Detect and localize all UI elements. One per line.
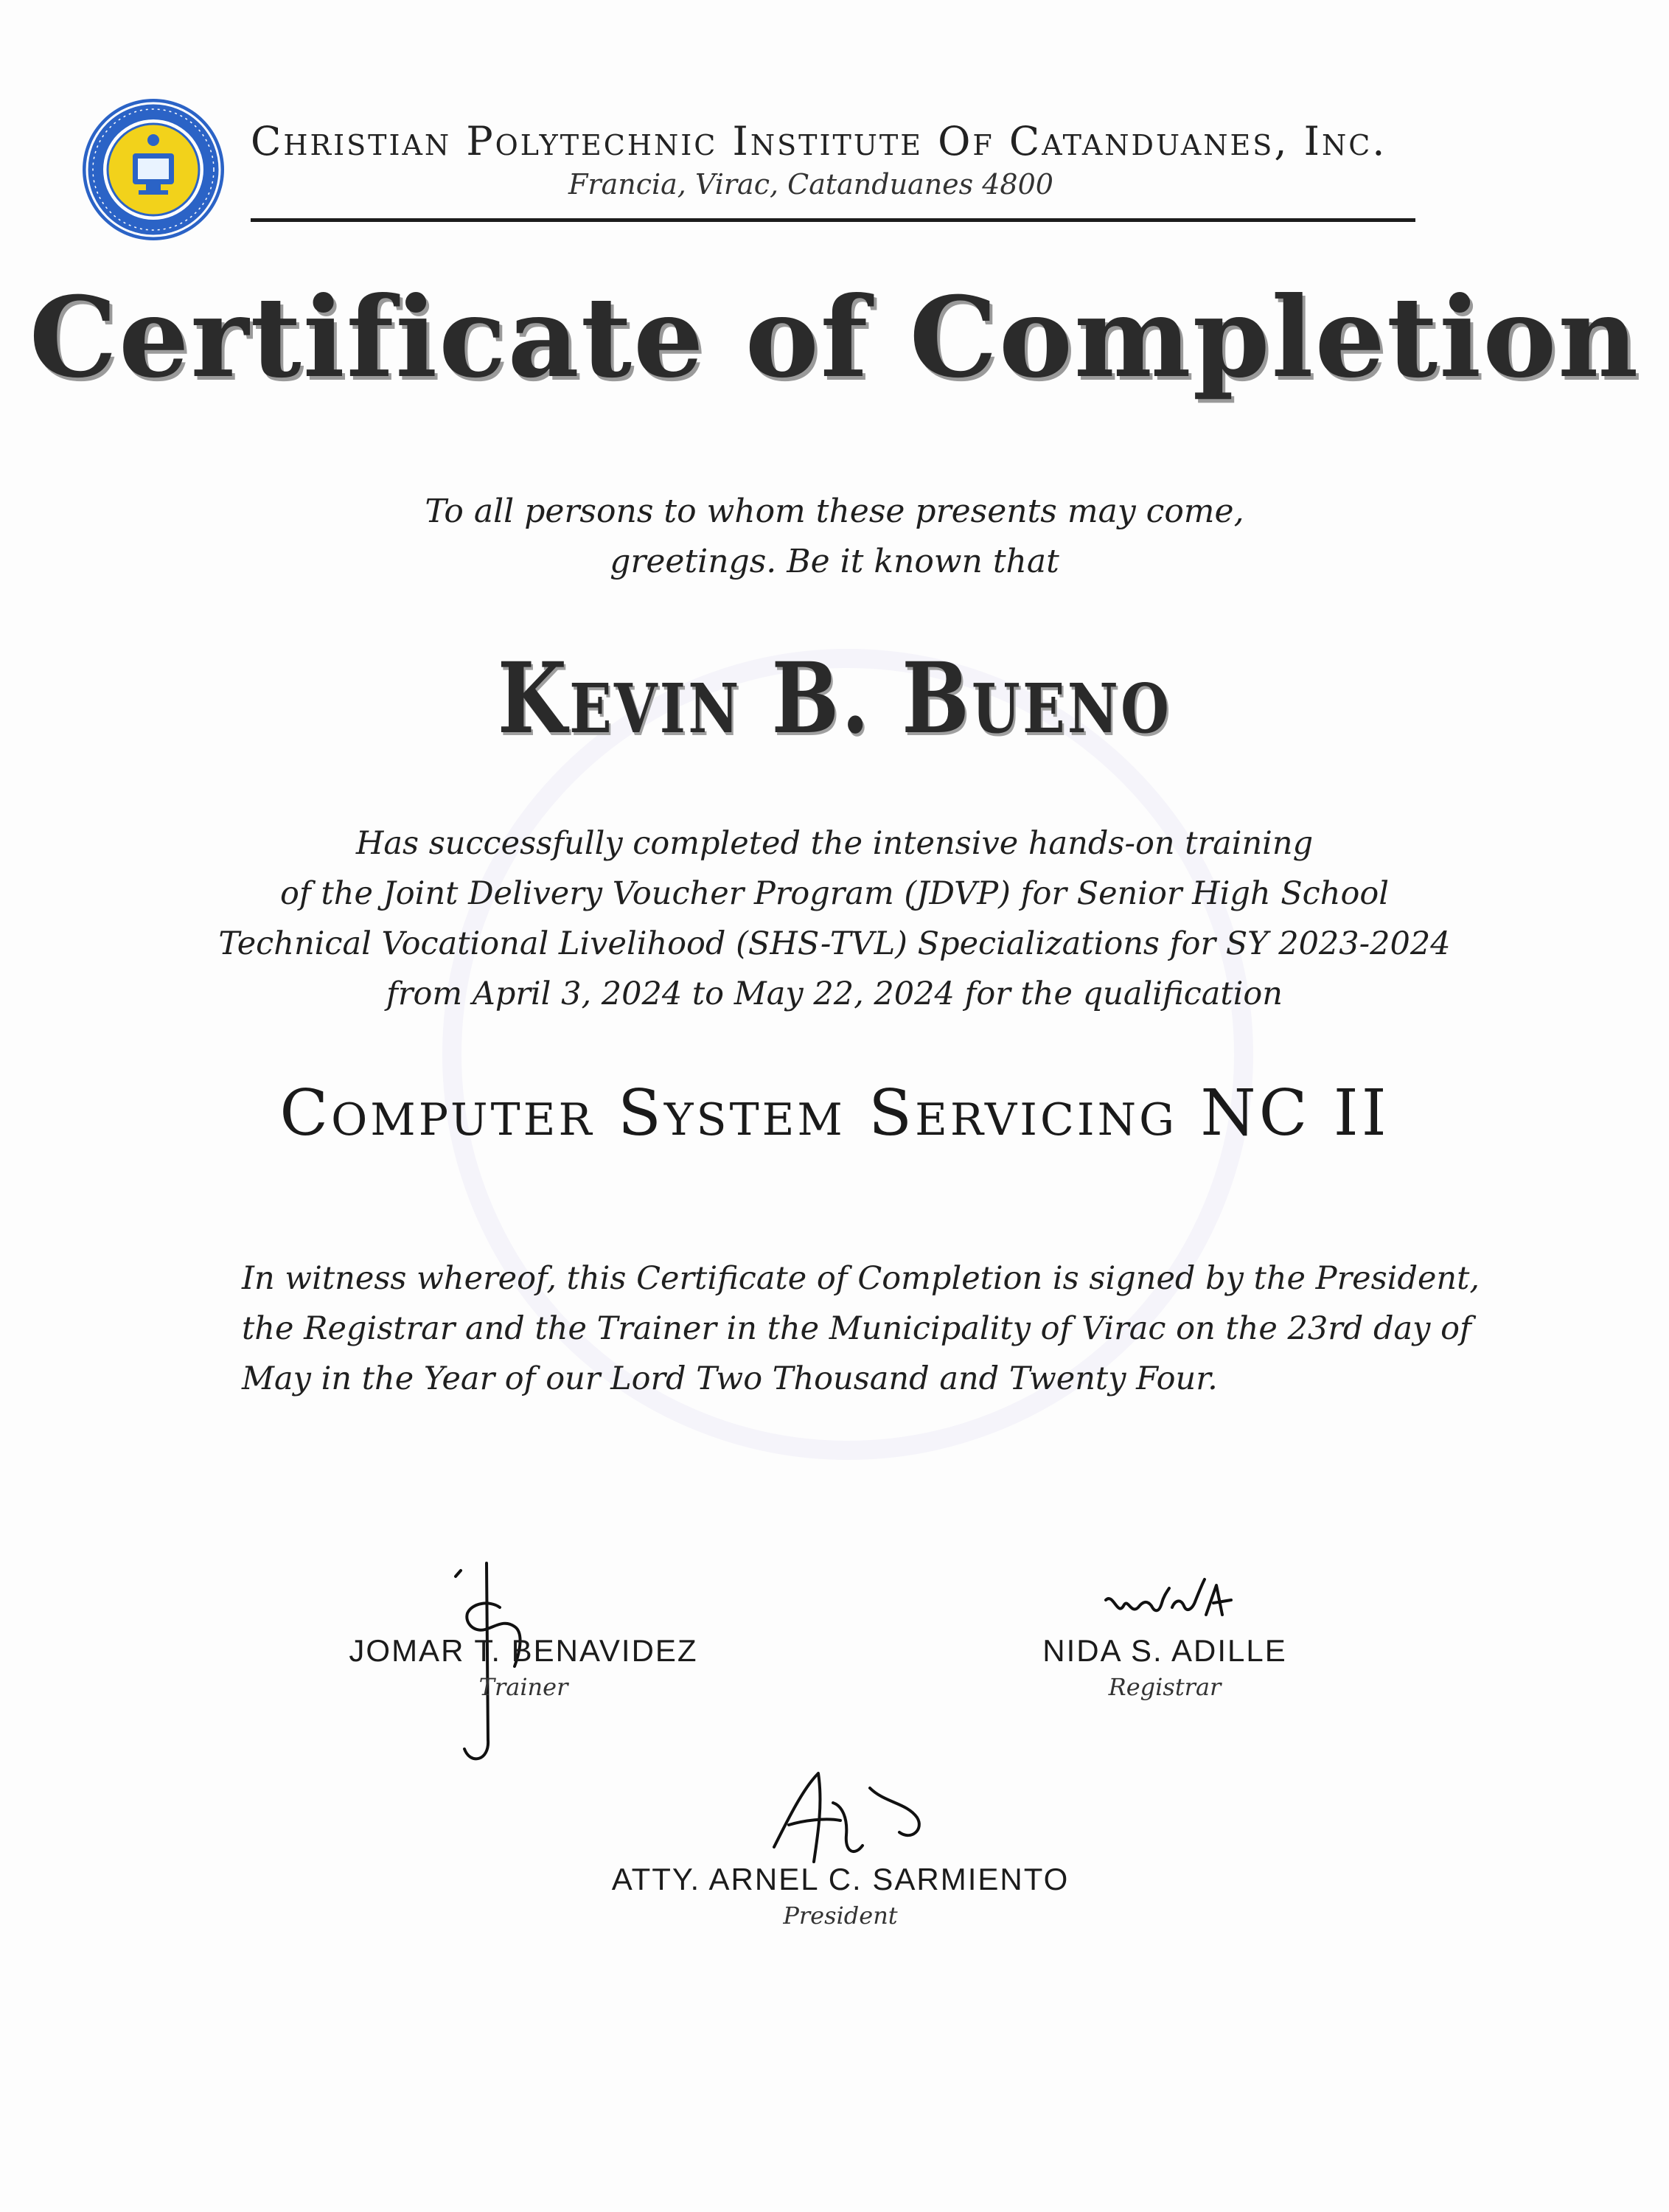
recipient-name: Kevin B. Bueno (497, 641, 1172, 756)
greeting-line: To all persons to whom these presents may come, (425, 493, 1244, 530)
signatory-trainer (317, 1633, 730, 1701)
witness-line: May in the Year of our Lord Two Thousand and Twenty Four. (242, 1360, 1218, 1397)
certificate-title: Certificate of Completion (29, 273, 1640, 403)
signatory-role: President (783, 1902, 898, 1930)
signatory-president (575, 1862, 1106, 1930)
witness-line: In witness whereof, this Certificate of Completion is signed by the President, (242, 1260, 1480, 1297)
institution-seal-icon (80, 96, 227, 243)
greeting-line: greetings. Be it known that (610, 543, 1059, 580)
institution-name: Christian Polytechnic Institute Of Catanduanes, Inc. (251, 118, 1387, 164)
signatory-name: NIDA S. ADILLE (1042, 1633, 1287, 1668)
signatory-name: ATTY. ARNEL C. SARMIENTO (611, 1862, 1070, 1896)
statement-line: Technical Vocational Livelihood (SHS-TVL) Specializations for SY 2023-2024 (218, 925, 1451, 962)
registrar-signature (1098, 1571, 1253, 1637)
signatory-role: Registrar (1108, 1673, 1222, 1701)
institution-address: Francia, Virac, Catanduanes 4800 (568, 168, 1053, 201)
completion-statement (0, 818, 1669, 1019)
qualification-title: Computer System Servicing NC II (279, 1077, 1390, 1150)
statement-line: of the Joint Delivery Voucher Program (JDVP) for Senior High School (280, 875, 1389, 912)
signatory-role: Trainer (478, 1673, 568, 1701)
greeting (0, 487, 1669, 587)
witness-line: the Registrar and the Trainer in the Municipality of Virac on the 23rd day of (242, 1310, 1471, 1347)
statement-line: from April 3, 2024 to May 22, 2024 for the qualification (386, 975, 1283, 1012)
witness-statement (242, 1253, 1495, 1404)
signatory-name: JOMAR T. BENAVIDEZ (349, 1633, 698, 1668)
signatory-registrar (1010, 1633, 1320, 1701)
header-divider (251, 218, 1415, 222)
statement-line: Has successfully completed the intensive hands-on training (355, 825, 1314, 862)
